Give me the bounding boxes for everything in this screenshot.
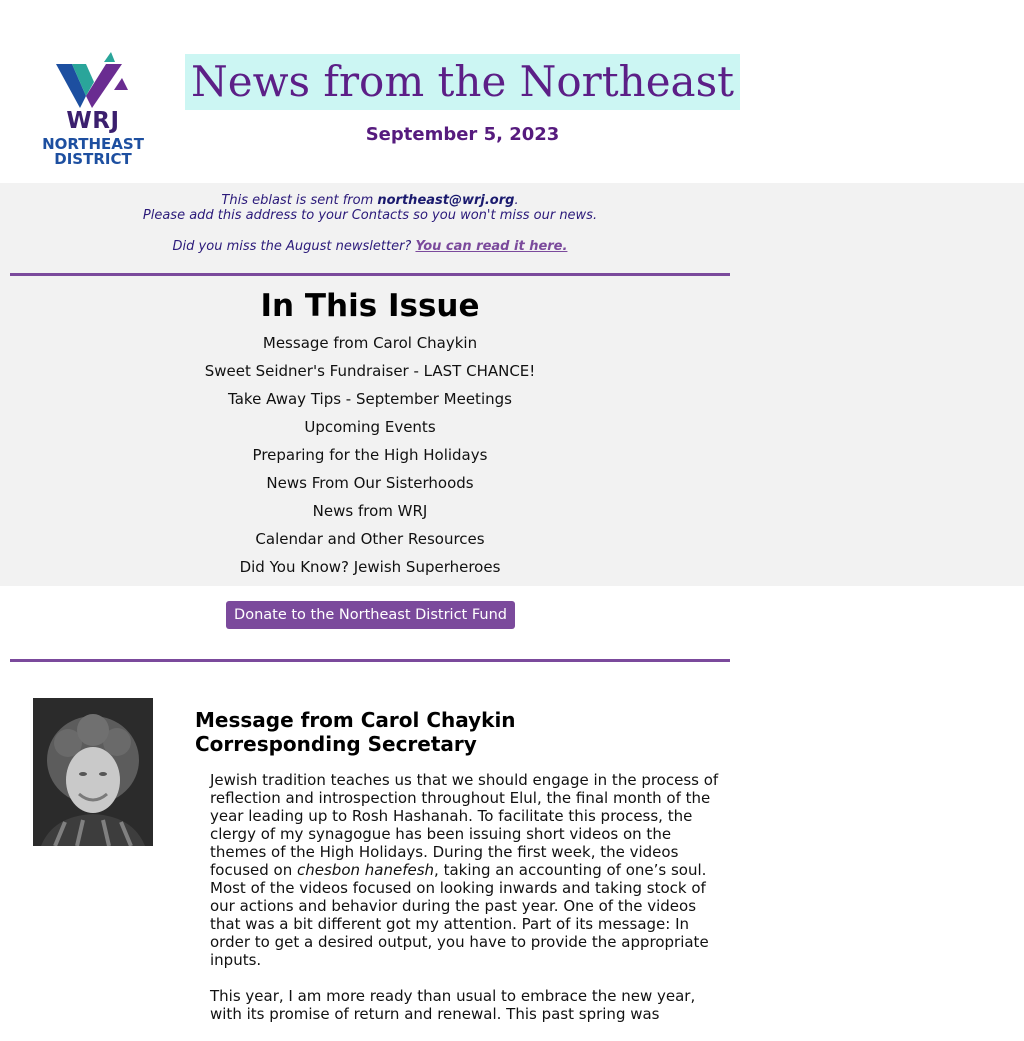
newsletter-title-banner: News from the Northeast bbox=[185, 54, 740, 110]
divider-top bbox=[10, 273, 730, 276]
sender-email[interactable]: northeast@wrj.org bbox=[377, 193, 515, 208]
divider-bottom bbox=[10, 659, 730, 662]
article-title: Message from Carol Chaykin Corresponding Secretary bbox=[195, 708, 516, 756]
article-paragraph: Jewish tradition teaches us that we should engage in the process of reflection and introspection throughout Elul, the final month of the year leading up to Rosh Hashanah. To facilitate this process, the clergy of my synagogue has been issuing short videos on the themes of the High Holidays. During the first week, the videos focused on chesbon hanefesh, taking an accounting of one’s soul. Most of the videos focused on looking inwards and taking stock of our actions and behavior during the past year. One of the videos that was a bit different got my attention. Part of its message: In order to get a desired output, you have to provide the appropriate inputs. bbox=[210, 771, 719, 969]
toc-item[interactable]: Take Away Tips - September Meetings bbox=[228, 390, 512, 408]
toc-item[interactable]: News from WRJ bbox=[312, 502, 428, 520]
issue-date: September 5, 2023 bbox=[365, 124, 560, 145]
intro-notice: This eblast is sent from northeast@wrj.org. Please add this address to your Contacts so you won't miss our news. Did you miss the August newsletter? You can read it here. bbox=[142, 193, 598, 254]
toc-item[interactable]: Preparing for the High Holidays bbox=[252, 446, 488, 464]
article-body bbox=[210, 771, 730, 1041]
donate-button[interactable]: Donate to the Northeast District Fund bbox=[226, 601, 515, 629]
wrj-logo[interactable] bbox=[28, 50, 158, 172]
logo-wrj-text: WRJ bbox=[66, 108, 120, 134]
toc-item[interactable]: Message from Carol Chaykin bbox=[262, 334, 478, 352]
logo-district-text: NORTHEAST DISTRICT bbox=[42, 135, 144, 168]
in-this-issue-heading: In This Issue bbox=[260, 288, 480, 324]
august-newsletter-link[interactable]: You can read it here. bbox=[415, 239, 568, 254]
toc-item[interactable]: Did You Know? Jewish Superheroes bbox=[239, 558, 501, 576]
wrj-logo-mark-icon bbox=[56, 52, 130, 108]
toc-item[interactable]: News From Our Sisterhoods bbox=[266, 474, 474, 492]
toc-item[interactable]: Sweet Seidner's Fundraiser - LAST CHANCE! bbox=[204, 362, 536, 380]
toc-item[interactable]: Calendar and Other Resources bbox=[255, 530, 485, 548]
author-photo bbox=[33, 698, 153, 846]
toc-item[interactable]: Upcoming Events bbox=[304, 418, 436, 436]
portrait-image-icon bbox=[33, 698, 153, 846]
newsletter-header bbox=[0, 0, 1024, 183]
toc-list bbox=[10, 333, 730, 585]
article-paragraph: This year, I am more ready than usual to embrace the new year, with its promise of return and renewal. This past spring was bbox=[210, 987, 696, 1023]
